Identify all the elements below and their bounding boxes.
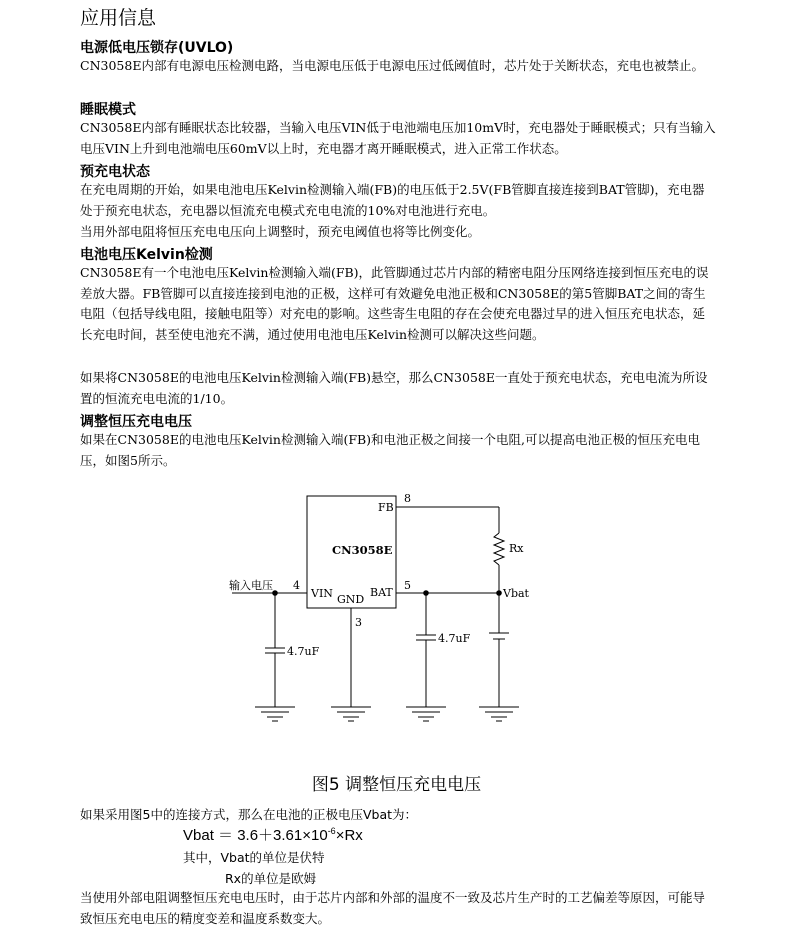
formula-intro: 如果采用图5中的连接方式，那么在电池的正极电压Vbat为： bbox=[80, 807, 418, 822]
pin-number-4: 4 bbox=[293, 579, 300, 592]
pin-number-3: 3 bbox=[355, 616, 362, 629]
junction-dot bbox=[272, 590, 278, 596]
chip-label: CN3058E bbox=[332, 543, 393, 557]
resistor-rx-label: Rx bbox=[509, 542, 524, 555]
pin-gnd-label: GND bbox=[337, 593, 365, 606]
formula bbox=[183, 824, 363, 845]
formula-tail: ×Rx bbox=[335, 827, 363, 844]
capacitor-2-label: 4.7uF bbox=[438, 632, 471, 645]
pin-vin-label: VIN bbox=[311, 587, 333, 600]
junction-dot bbox=[496, 590, 502, 596]
figure-caption: 图5 调整恒压充电电压 bbox=[311, 775, 482, 795]
unit-note-vbat: 其中，Vbat的单位是伏特 bbox=[183, 850, 325, 865]
section-body-precharge-2: 当用外部电阻将恒压充电电压向上调整时，预充电阈值也将等比例变化。 bbox=[80, 224, 481, 239]
junction-dot bbox=[423, 590, 429, 596]
section-body-sleep: CN3058E内部有睡眠状态比较器，当输入电压VIN低于电池端电压加10mV时，充电器处于睡眠模式；只有当输入电压VIN上升到电池端电压60mV以上时，充电器才离开睡眠模式，进入正常工作状态。 bbox=[80, 120, 716, 156]
section-body-precharge: 在充电周期的开始，如果电池电压Kelvin检测输入端(FB)的电压低于2.5V(FB管脚直接连接到BAT管脚)，充电器处于预充电状态，充电器以恒流充电模式充电电流的10%对电池进行充电。 bbox=[80, 182, 705, 218]
section-body-adjust: 如果在CN3058E的电池电压Kelvin检测输入端(FB)和电池正极之间接一个电阻,可以提高电池正极的恒压充电电压，如图5所示。 bbox=[80, 432, 701, 468]
section-heading-precharge: 预充电状态 bbox=[80, 164, 150, 180]
ground-symbol-1 bbox=[255, 707, 295, 721]
unit-note-rx: Rx的单位是欧姆 bbox=[225, 871, 317, 886]
section-heading-sleep: 睡眠模式 bbox=[80, 102, 136, 118]
input-voltage-label: 输入电压 bbox=[229, 579, 273, 592]
circuit-diagram bbox=[0, 485, 793, 725]
pin-number-8: 8 bbox=[404, 492, 411, 505]
formula-exponent: -6 bbox=[327, 826, 336, 836]
section-body-kelvin-2: 如果将CN3058E的电池电压Kelvin检测输入端(FB)悬空，那么CN3058E一直处于预充电状态，充电电流为所设置的恒流充电电流的1/10。 bbox=[80, 370, 708, 406]
section-heading-adjust: 调整恒压充电电压 bbox=[80, 414, 192, 430]
section-heading-kelvin: 电池电压Kelvin检测 bbox=[80, 247, 213, 263]
page-title: 应用信息 bbox=[80, 7, 157, 29]
closing-paragraph: 当使用外部电阻调整恒压充电电压时，由于芯片内部和外部的温度不一致及芯片生产时的工艺偏差等原因，可能导致恒压充电电压的精度变差和温度系数变大。 bbox=[80, 890, 706, 926]
section-body-uvlo: CN3058E内部有电源电压检测电路，当电源电压低于电源电压过低阈值时，芯片处于关断状态，充电也被禁止。 bbox=[80, 58, 704, 73]
capacitor-1-label: 4.7uF bbox=[287, 645, 320, 658]
resistor-rx bbox=[494, 533, 504, 565]
pin-fb-label: FB bbox=[378, 501, 394, 514]
ground-symbol-4 bbox=[479, 707, 519, 721]
pin-number-5: 5 bbox=[404, 579, 411, 592]
ground-symbol-3 bbox=[406, 707, 446, 721]
section-body-kelvin: CN3058E有一个电池电压Kelvin检测输入端(FB)，此管脚通过芯片内部的精密电阻分压网络连接到恒压充电的误差放大器。FB管脚可以直接连接到电池的正极，这样可有效避免电池正极和CN3058E的第5管脚BAT之间的寄生电阻（包括导线电阻，接触电阻等）对充电的影响。这些寄生电阻的存在会使充电器过早的进入恒压充电状态，延长充电时间，甚至使电池充不满，通过使用电池电压Kelvin检测可以解决这些问题。 bbox=[80, 265, 709, 342]
vbat-label: Vbat bbox=[503, 587, 529, 600]
ground-symbol-2 bbox=[331, 707, 371, 721]
formula-main: Vbat ＝ 3.6＋3.61×10 bbox=[183, 827, 328, 844]
section-heading-uvlo: 电源低电压锁存(UVLO) bbox=[80, 40, 234, 56]
pin-bat-label: BAT bbox=[370, 586, 393, 599]
